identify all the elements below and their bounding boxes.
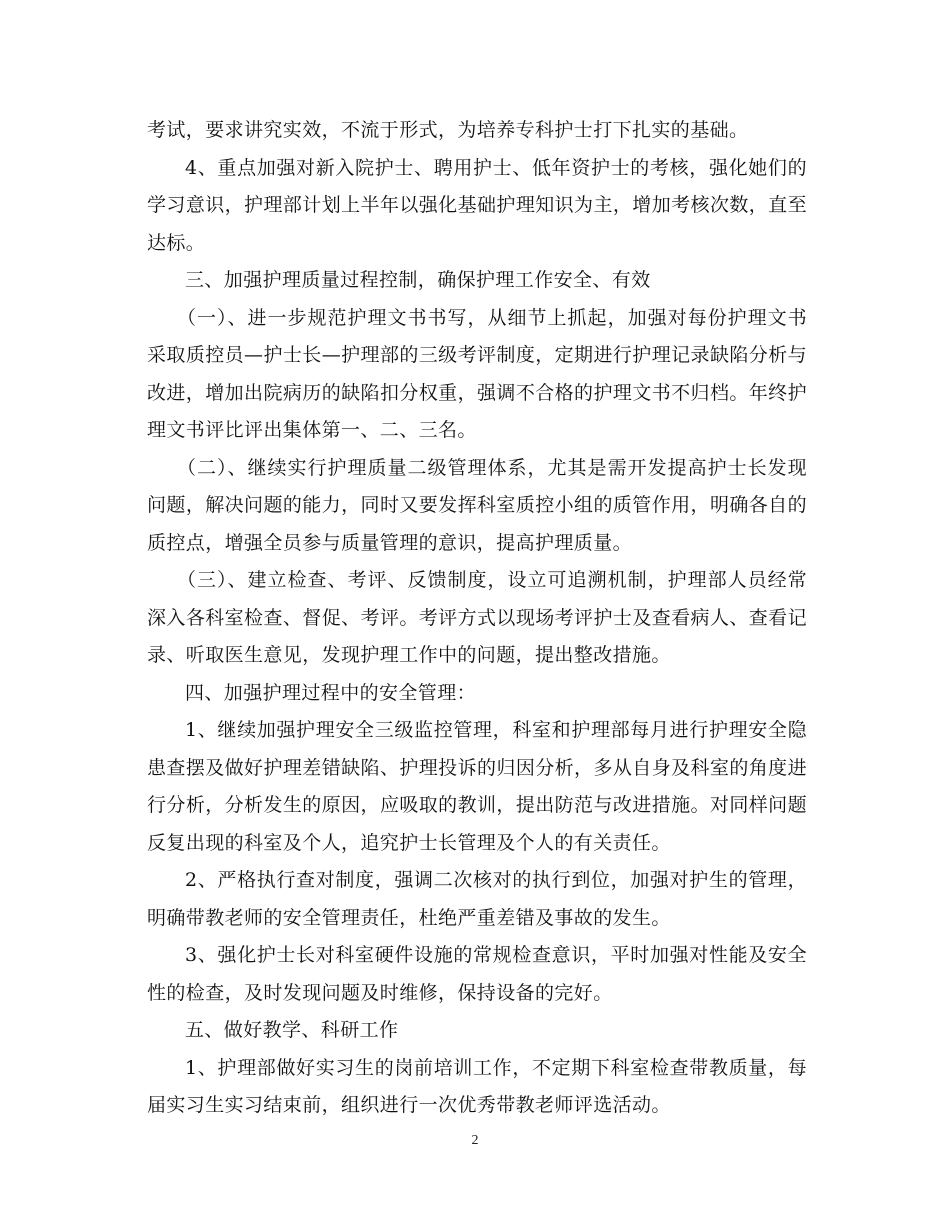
paragraph: 考试，要求讲究实效，不流于形式，为培养专科护士打下扎实的基础。 bbox=[147, 119, 749, 141]
paragraph: 3、强化护士长对科室硬件设施的常规检查意识，平时加强对性能及安全性的检查，及时发现问题及时维修，保持设备的完好。 bbox=[147, 944, 807, 1004]
section-heading: 四、加强护理过程中的安全管理： bbox=[185, 681, 477, 704]
paragraph: 2、严格执行查对制度，强调二次核对的执行到位，加强对护生的管理，明确带教老师的安全管理责任，杜绝严重差错及事故的发生。 bbox=[147, 869, 807, 929]
document-body bbox=[147, 112, 807, 1125]
paragraph: （二）、继续实行护理质量二级管理体系，尤其是需开发提高护士长发现问题，解决问题的能力，同时又要发挥科室质控小组的质管作用，明确各自的质控点，增强全员参与质量管理的意识，提高护理质量。 bbox=[147, 456, 807, 554]
paragraph: 1、护理部做好实习生的岗前培训工作，不定期下科室检查带教质量，每届实习生实习结束前，组织进行一次优秀带教老师评选活动。 bbox=[147, 1056, 807, 1116]
paragraph: 4、重点加强对新入院护士、聘用护士、低年资护士的考核，强化她们的学习意识，护理部计划上半年以强化基础护理知识为主，增加考核次数，直至达标。 bbox=[147, 156, 807, 254]
paragraph: 1、继续加强护理安全三级监控管理，科室和护理部每月进行护理安全隐患查摆及做好护理差错缺陷、护理投诉的归因分析，多从自身及科室的角度进行分析，分析发生的原因，应吸取的教训，提出防范与改进措施。对同样问题反复出现的科室及个人，追究护士长管理及个人的有关责任。 bbox=[147, 719, 807, 854]
section-heading: 五、做好教学、科研工作 bbox=[185, 1019, 399, 1041]
page-number: 2 bbox=[471, 1133, 479, 1148]
section-heading: 三、加强护理质量过程控制，确保护理工作安全、有效 bbox=[185, 269, 651, 291]
paragraph: （一）、进一步规范护理文书书写，从细节上抓起，加强对每份护理文书采取质控员—护士长—护理部的三级考评制度，定期进行护理记录缺陷分析与改进，增加出院病历的缺陷扣分权重，强调不合格的护理文书不归档。年终护理文书评比评出集体第一、二、三名。 bbox=[147, 306, 807, 441]
paragraph: （三）、建立检查、考评、反馈制度，设立可追溯机制，护理部人员经常深入各科室检查、督促、考评。考评方式以现场考评护士及查看病人、查看记录、听取医生意见，发现护理工作中的问题，提出整改措施。 bbox=[147, 569, 807, 666]
